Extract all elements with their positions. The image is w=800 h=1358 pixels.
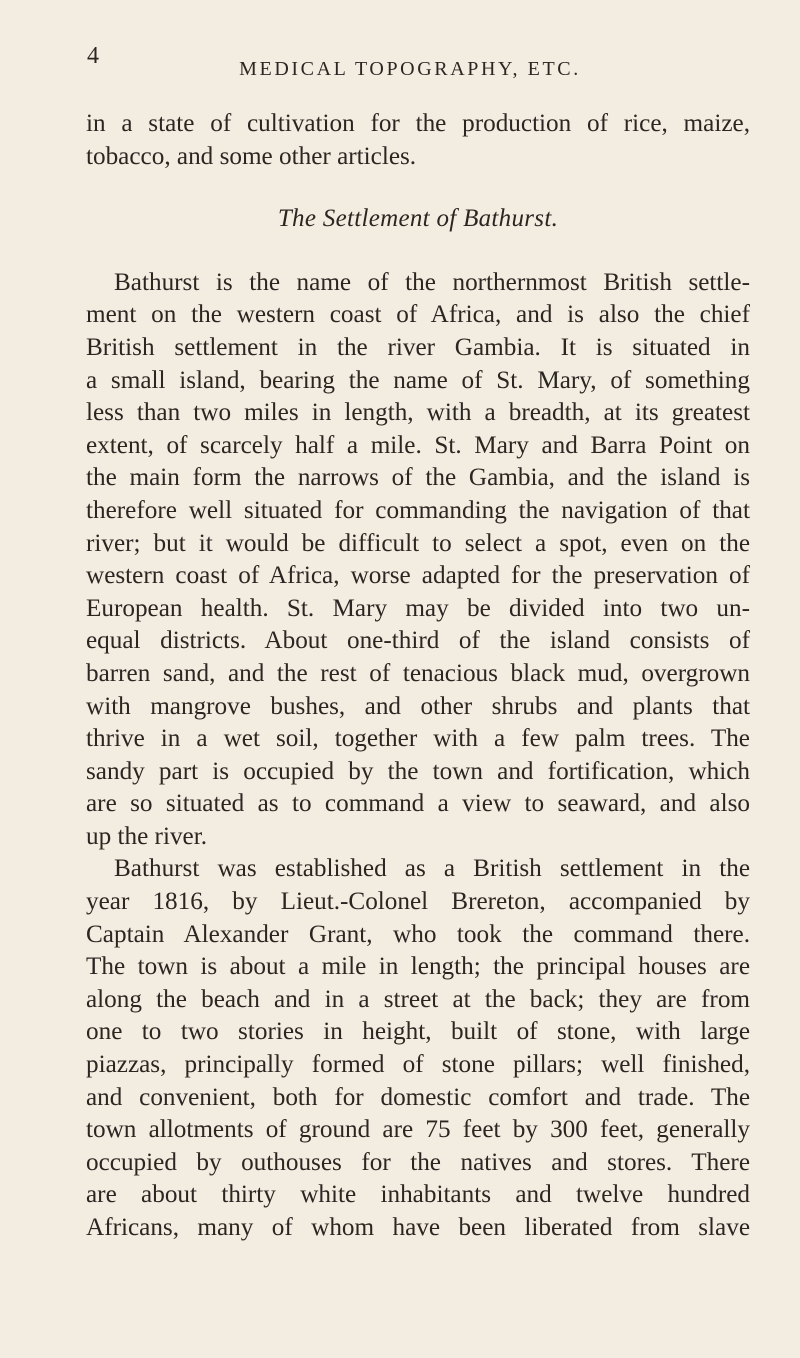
paragraph-line: Bathurst was established as a British settlement in the bbox=[114, 855, 750, 883]
page-number: 4 bbox=[87, 43, 99, 69]
paragraph-line: barren sand, and the rest of tenacious black mud, overgrown bbox=[86, 659, 750, 687]
paragraph-line: and convenient, both for domestic comfort and trade. The bbox=[86, 1083, 750, 1111]
paragraph-line: up the river. bbox=[86, 822, 208, 850]
paragraph-line: are so situated as to command a view to seaward, and also bbox=[86, 790, 750, 818]
intro-line: in a state of cultivation for the production of rice, maize, bbox=[86, 110, 750, 137]
paragraph-line: European health. St. Mary may be divided into two un- bbox=[86, 594, 750, 622]
paragraph-line: piazzas, principally formed of stone pillars; well finished, bbox=[86, 1051, 750, 1079]
paragraph-line: ment on the western coast of Africa, and is also the chief bbox=[86, 301, 750, 329]
section-heading: The Settlement of Bathurst. bbox=[277, 205, 559, 233]
paragraph-line: Captain Alexander Grant, who took the command there. bbox=[86, 920, 750, 948]
paragraph-line: year 1816, by Lieut.-Colonel Brereton, accompanied by bbox=[86, 888, 750, 916]
paragraph-line: extent, of scarcely half a mile. St. Mary and Barra Point on bbox=[86, 431, 750, 459]
paragraph-line: one to two stories in height, built of stone, with large bbox=[86, 1018, 750, 1046]
paragraph-line: Africans, many of whom have been liberated from slave bbox=[86, 1214, 750, 1241]
paragraph-line: equal districts. About one-third of the island consists of bbox=[86, 627, 750, 655]
paragraph-line: sandy part is occupied by the town and fortification, which bbox=[86, 757, 750, 785]
running-head: MEDICAL TOPOGRAPHY, ETC. bbox=[239, 58, 581, 80]
paragraph-line: less than two miles in length, with a breadth, at its greatest bbox=[86, 399, 750, 427]
paragraph-line: a small island, bearing the name of St. Mary, of something bbox=[86, 366, 750, 394]
paragraph-line: are about thirty white inhabitants and twelve hundred bbox=[86, 1181, 750, 1209]
paragraph-line: occupied by outhouses for the natives and stores. There bbox=[86, 1148, 750, 1176]
intro-line: tobacco, and some other articles. bbox=[86, 142, 417, 170]
paragraph-line: thrive in a wet soil, together with a few palm trees. The bbox=[86, 725, 750, 753]
paragraph-line: along the beach and in a street at the back; they are from bbox=[86, 985, 750, 1013]
paragraph-line: therefore well situated for commanding the navigation of that bbox=[86, 496, 750, 524]
paragraph-line: town allotments of ground are 75 feet by 300 feet, generally bbox=[86, 1116, 750, 1144]
body-text bbox=[86, 108, 750, 1245]
paragraph-line: The town is about a mile in length; the principal houses are bbox=[86, 953, 750, 981]
paragraph-line: western coast of Africa, worse adapted for the preservation of bbox=[86, 562, 750, 590]
paragraph-line: British settlement in the river Gambia. It is situated in bbox=[86, 333, 750, 361]
paragraph-line: with mangrove bushes, and other shrubs and plants that bbox=[86, 692, 750, 720]
paragraph-line: river; but it would be difficult to select a spot, even on the bbox=[86, 529, 750, 557]
paragraph-line: Bathurst is the name of the northernmost British settle- bbox=[114, 268, 750, 296]
paragraph-line: the main form the narrows of the Gambia, and the island is bbox=[86, 464, 750, 492]
